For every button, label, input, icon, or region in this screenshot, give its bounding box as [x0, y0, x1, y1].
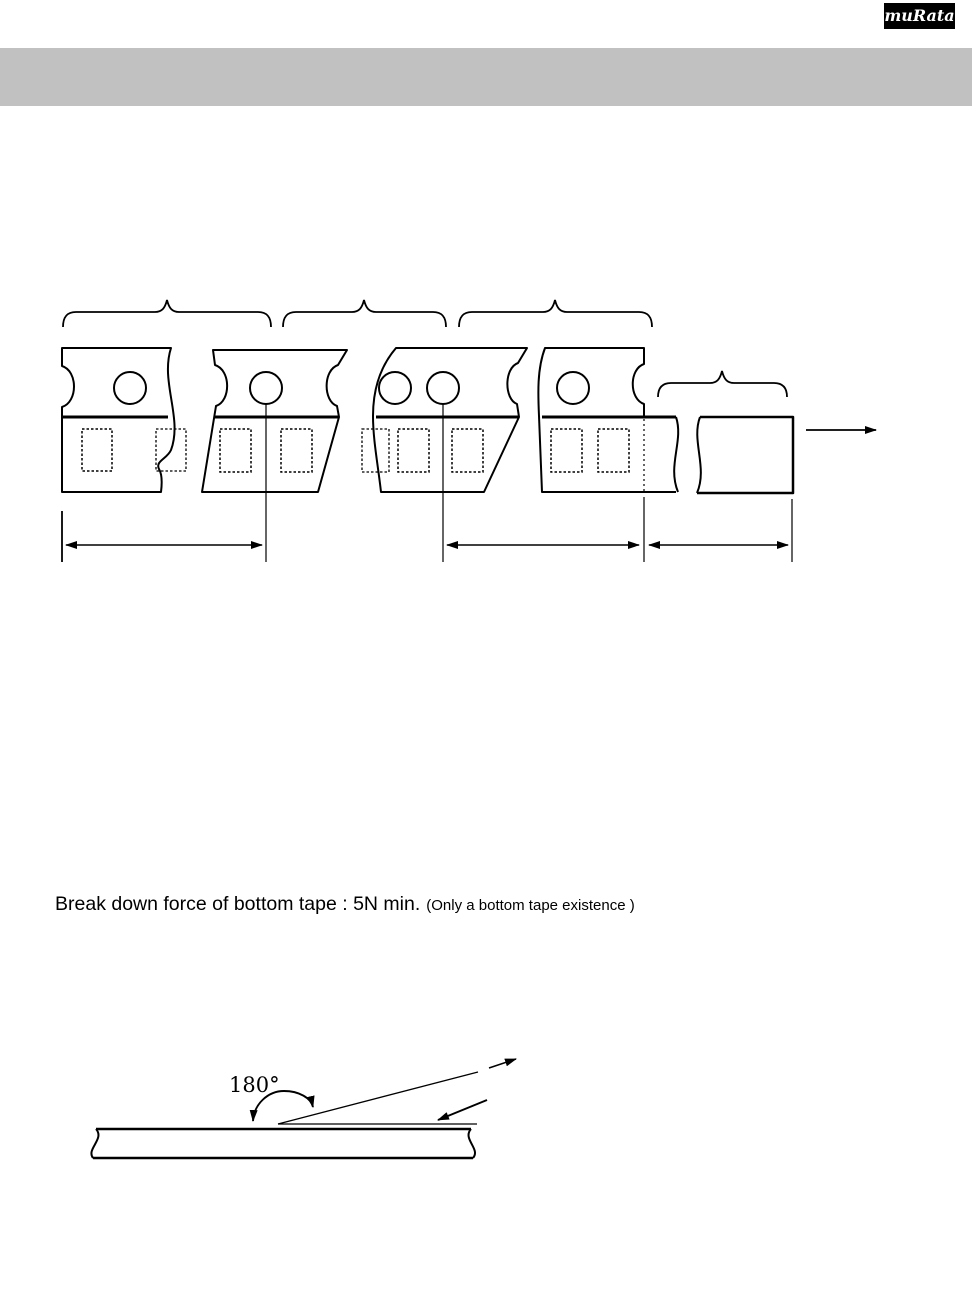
peel-angle-arc: [284, 1091, 313, 1107]
sprocket-hole: [114, 372, 146, 404]
dimension-lines: [62, 497, 792, 562]
component-pocket: [551, 429, 582, 472]
overbrace-3: [459, 300, 652, 327]
break-line: [91, 1129, 98, 1158]
murata-logo-text: muRata: [884, 6, 955, 25]
tape-segment-outline: [202, 350, 347, 492]
bottom-tape-outline: [697, 417, 793, 493]
sprocket-hole: [427, 372, 459, 404]
tape-segment-outline: [538, 348, 676, 492]
tape-leader-diagram: [62, 300, 876, 562]
component-pocket: [452, 429, 483, 472]
component-pocket: [220, 429, 251, 472]
break-line: [469, 1129, 475, 1158]
component-pocket: [398, 429, 429, 472]
tape-side-view: [91, 1124, 477, 1158]
peel-direction-arrow: [489, 1059, 516, 1068]
overbrace-2: [283, 300, 446, 327]
break-line: [674, 417, 678, 492]
peel-test-diagram: [91, 1059, 516, 1158]
peel-angle-label: 180°: [229, 1073, 280, 1097]
tape-segment-3: [362, 348, 527, 562]
bottom-tape-end: [674, 417, 793, 493]
tape-segment-outline: [373, 348, 527, 492]
tape-segment-1: [62, 348, 186, 492]
sprocket-hole: [250, 372, 282, 404]
tape-segment-2: [202, 350, 347, 562]
break-line: [697, 417, 701, 493]
breakdown-force-note: [55, 893, 635, 916]
component-pocket: [82, 429, 112, 471]
tape-pointer-arrow: [438, 1100, 487, 1120]
breakdown-force-text: Break down force of bottom tape : 5N min.: [55, 893, 421, 915]
sprocket-hole: [379, 372, 411, 404]
overbrace-1: [63, 300, 271, 327]
overbrace-4: [658, 371, 787, 397]
tape-segment-4: [538, 348, 676, 492]
breakdown-force-condition-text: (Only a bottom tape existence ): [426, 897, 635, 914]
sprocket-hole: [557, 372, 589, 404]
component-pocket: [598, 429, 629, 472]
component-pocket: [281, 429, 312, 472]
